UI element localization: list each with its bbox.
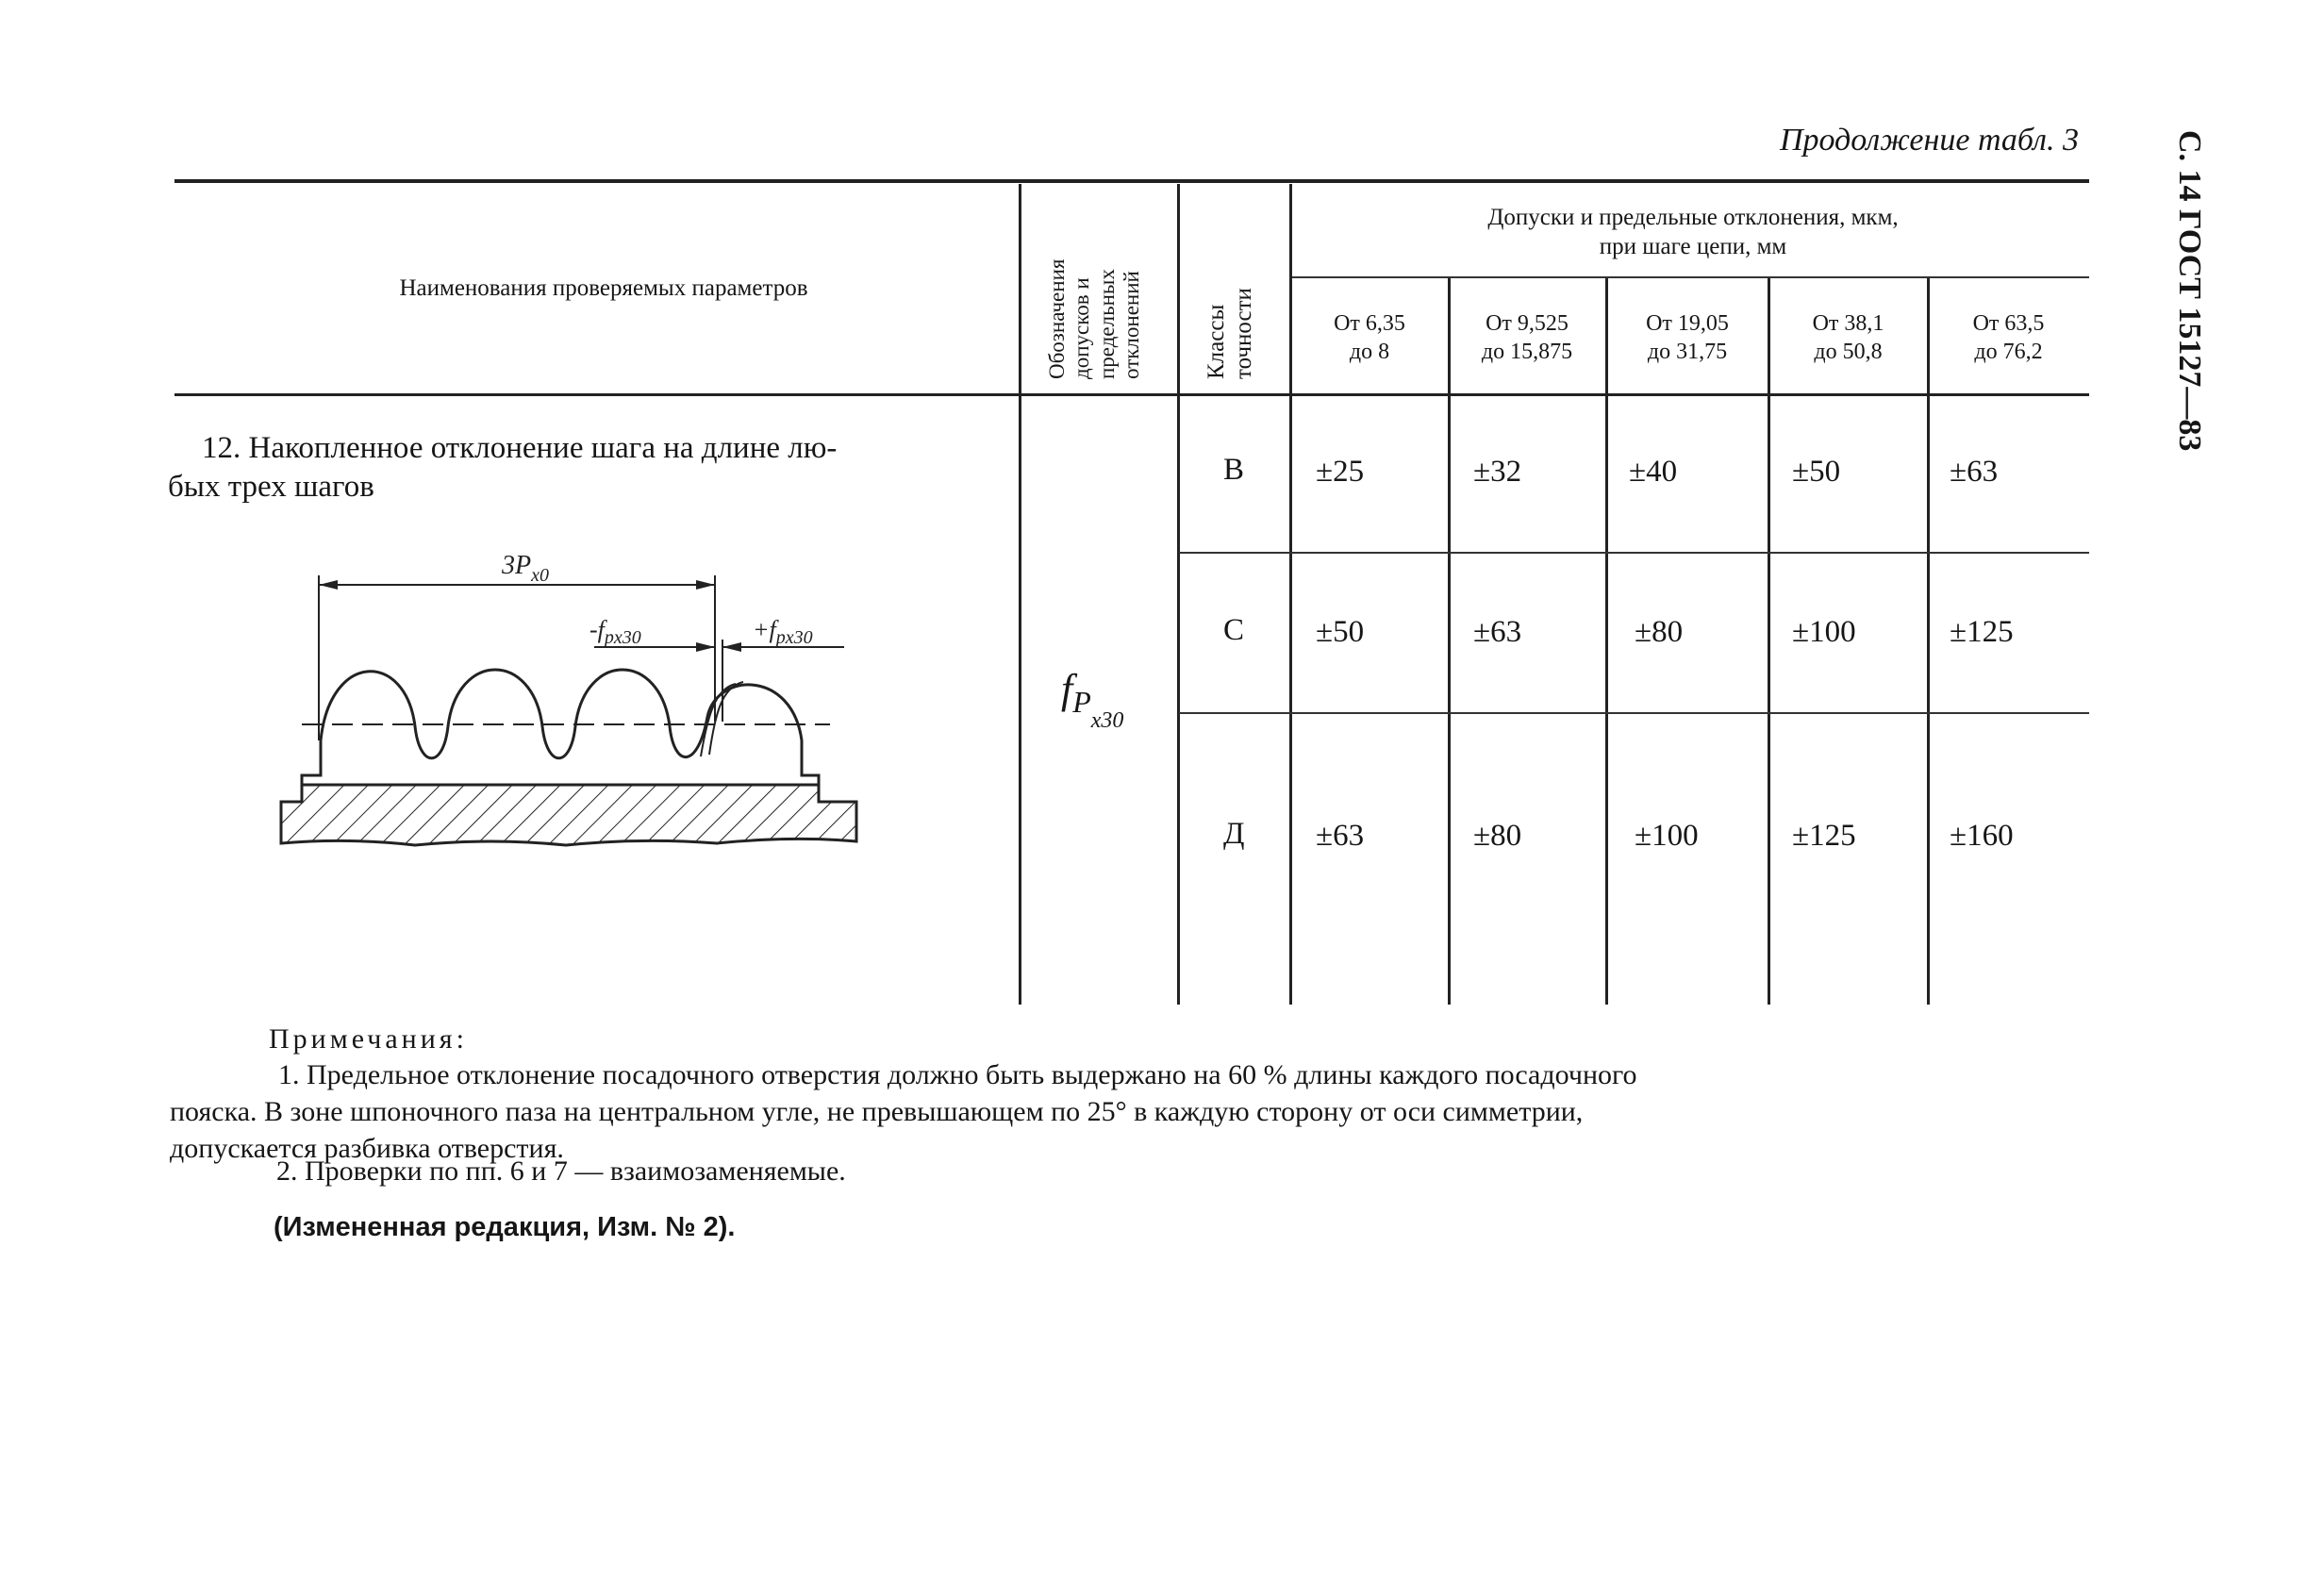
pitch-range-1 [1294, 309, 1445, 366]
parameter-line: 12. Накопленное отклонение шага на длине лю- [202, 431, 838, 465]
tolerance-cell: ±100 [1792, 615, 1856, 649]
tolerance-cell: ±63 [1950, 455, 1999, 489]
note-line: допускается разбивка отверстия. [170, 1133, 564, 1164]
designation-header-line: Обозначения [1045, 258, 1069, 379]
class-letter: Д [1223, 817, 1245, 851]
tolerance-cell: ±40 [1629, 455, 1678, 489]
label-sub: px30 [775, 627, 813, 648]
col-divider-2 [1177, 184, 1180, 1005]
pitch-range-to: до 8 [1349, 340, 1390, 364]
page-side-label [2160, 130, 2216, 526]
notes-block [269, 1021, 468, 1057]
pitch-range-from: От 19,05 [1646, 311, 1729, 336]
col-divider-7 [1927, 278, 1930, 1005]
tolerance-cell: ±100 [1635, 819, 1699, 853]
class-header-line: точности [1230, 288, 1256, 379]
tolerance-cell: ±80 [1635, 615, 1684, 649]
pitch-range-from: От 6,35 [1334, 311, 1405, 336]
designation-sub-x30: x30 [1090, 708, 1124, 733]
dimension-label-minus [589, 616, 641, 648]
label-sub: px30 [604, 627, 641, 648]
col-divider-4 [1448, 278, 1451, 1005]
row-rule-2 [1179, 712, 2089, 714]
label-main: +f [753, 616, 776, 643]
tooth-profile [302, 670, 819, 785]
note-1 [170, 1056, 2094, 1167]
col-divider-3 [1289, 184, 1292, 1005]
pitch-range-5 [1931, 309, 2086, 366]
col-divider-5 [1605, 278, 1608, 1005]
notes-heading: Примечания: [269, 1023, 468, 1055]
table-continuation-label: Продолжение табл. 3 [1779, 123, 2079, 158]
revision-note: (Измененная редакция, Изм. № 2). [274, 1212, 736, 1242]
designation-symbol [1061, 665, 1124, 733]
dimension-label-total [501, 551, 549, 586]
base-hatched-block [281, 785, 856, 845]
group-header-line: при шаге цепи, мм [1599, 234, 1787, 260]
tolerance-group-header [1302, 203, 2084, 262]
pitch-range-from: От 9,525 [1486, 311, 1569, 336]
chain-pitch-drawing [264, 528, 868, 858]
row-rule-1 [1179, 552, 2089, 554]
pitch-range-from: От 38,1 [1812, 311, 1884, 336]
pitch-range-4 [1771, 309, 1925, 366]
tolerance-cell: ±32 [1473, 455, 1522, 489]
designation-column-header [1045, 259, 1145, 379]
designation-main: f [1061, 666, 1073, 712]
label-main: -f [589, 616, 605, 643]
designation-header-line: предельных [1094, 269, 1119, 379]
label-sub: x0 [531, 565, 549, 586]
table-top-rule [174, 179, 2089, 183]
pitch-range-to: до 50,8 [1814, 340, 1883, 364]
class-letter: С [1223, 613, 1245, 647]
note-line: пояска. В зоне шпоночного паза на центральном угле, не превышающем по 25° в каждую сторону от оси симметрии, [170, 1096, 1584, 1127]
class-header-line: Классы [1204, 304, 1229, 379]
tolerance-cell: ±160 [1950, 819, 2014, 853]
pitch-range-to: до 76,2 [1974, 340, 2043, 364]
group-header-rule [1292, 276, 2089, 278]
standard-number: С. 14 ГОСТ 15127—83 [2172, 130, 2207, 452]
arrow-head [722, 642, 741, 652]
designation-header-line: отклонений [1120, 271, 1144, 379]
designation-sub-p: P [1072, 685, 1091, 719]
arrow-head [696, 580, 715, 590]
class-column-header [1204, 288, 1258, 379]
tolerance-cell: ±125 [1792, 819, 1856, 853]
designation-header-line: допусков и [1070, 277, 1094, 379]
pitch-range-to: до 15,875 [1481, 340, 1573, 364]
dimension-label-plus [753, 616, 813, 648]
label-main: 3P [502, 551, 532, 580]
arrow-head [696, 642, 715, 652]
group-header-line: Допуски и предельные отклонения, мкм, [1487, 205, 1899, 230]
arrow-head [319, 580, 338, 590]
tolerance-cell: ±63 [1473, 615, 1522, 649]
header-bottom-rule [174, 393, 2089, 396]
col-divider-1 [1019, 184, 1021, 1005]
col-divider-6 [1768, 278, 1770, 1005]
tolerance-cell: ±125 [1950, 615, 2014, 649]
param-column-header: Наименования проверяемых параметров [399, 275, 808, 301]
tolerance-cell: ±25 [1316, 455, 1365, 489]
pitch-range-3 [1609, 309, 1766, 366]
parameter-description [168, 429, 837, 507]
note-line: 1. Предельное отклонение посадочного отверстия должно быть выдержано на 60 % длины каждого посадочного [278, 1059, 1637, 1090]
tolerance-cell: ±63 [1316, 819, 1365, 853]
tolerance-cell: ±80 [1473, 819, 1522, 853]
pitch-range-to: до 31,75 [1647, 340, 1728, 364]
pitch-range-from: От 63,5 [1972, 311, 2045, 336]
note-2: 2. Проверки по пп. 6 и 7 — взаимозаменяемые. [276, 1155, 846, 1187]
parameter-line: бых трех шагов [168, 470, 374, 505]
pitch-range-2 [1451, 309, 1603, 366]
class-letter: В [1223, 453, 1245, 487]
tolerance-cell: ±50 [1316, 615, 1365, 649]
tolerance-cell: ±50 [1792, 455, 1841, 489]
